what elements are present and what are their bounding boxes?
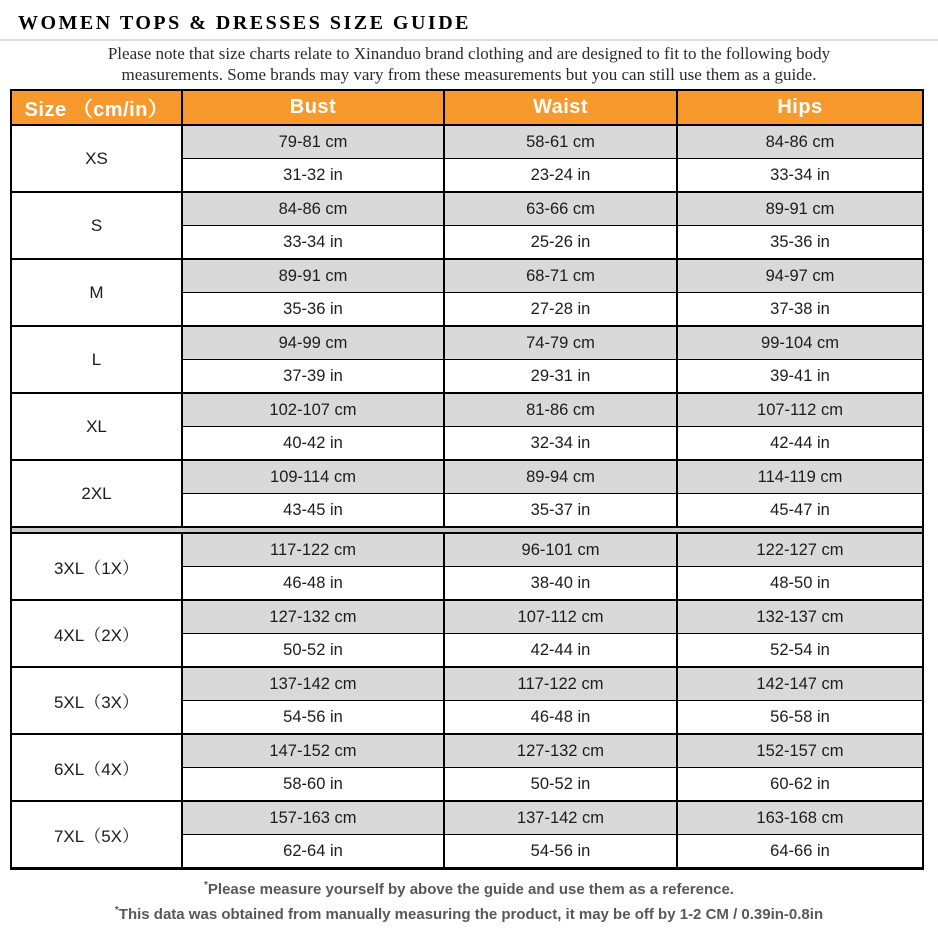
table-row bbox=[11, 460, 923, 494]
measurement-cell: 94-97 cm bbox=[677, 259, 923, 293]
measurement-cell: 38-40 in bbox=[444, 567, 677, 601]
measurement-cell: 157-163 cm bbox=[182, 801, 444, 835]
measurement-cell: 58-61 cm bbox=[444, 125, 677, 159]
size-label-cell: XL bbox=[11, 393, 182, 460]
note-text bbox=[0, 43, 938, 85]
measurement-cell: 39-41 in bbox=[677, 360, 923, 394]
measurement-cell: 54-56 in bbox=[444, 835, 677, 869]
measurement-cell: 33-34 in bbox=[182, 226, 444, 260]
table-row bbox=[11, 734, 923, 768]
measurement-cell: 52-54 in bbox=[677, 634, 923, 668]
measurement-cell: 46-48 in bbox=[444, 701, 677, 735]
measurement-cell: 29-31 in bbox=[444, 360, 677, 394]
measurement-cell: 46-48 in bbox=[182, 567, 444, 601]
title-divider bbox=[0, 39, 938, 41]
measurement-cell: 54-56 in bbox=[182, 701, 444, 735]
size-label-cell: XS bbox=[11, 125, 182, 192]
measurement-cell: 74-79 cm bbox=[444, 326, 677, 360]
measurement-cell: 50-52 in bbox=[182, 634, 444, 668]
measurement-cell: 152-157 cm bbox=[677, 734, 923, 768]
header-hips: Hips bbox=[677, 90, 923, 125]
page-title: WOMEN TOPS & DRESSES SIZE GUIDE bbox=[18, 12, 471, 34]
measurement-cell: 50-52 in bbox=[444, 768, 677, 802]
measurement-cell: 163-168 cm bbox=[677, 801, 923, 835]
measurement-cell: 102-107 cm bbox=[182, 393, 444, 427]
measurement-cell: 35-37 in bbox=[444, 494, 677, 528]
measurement-cell: 63-66 cm bbox=[444, 192, 677, 226]
measurement-cell: 60-62 in bbox=[677, 768, 923, 802]
measurement-cell: 33-34 in bbox=[677, 159, 923, 193]
measurement-cell: 56-58 in bbox=[677, 701, 923, 735]
header-waist: Waist bbox=[444, 90, 677, 125]
measurement-cell: 64-66 in bbox=[677, 835, 923, 869]
size-label-cell: M bbox=[11, 259, 182, 326]
measurement-cell: 37-39 in bbox=[182, 360, 444, 394]
table-row bbox=[11, 326, 923, 360]
size-label-cell: 6XL（4X） bbox=[11, 734, 182, 801]
measurement-cell: 79-81 cm bbox=[182, 125, 444, 159]
measurement-cell: 127-132 cm bbox=[182, 600, 444, 634]
measurement-cell: 84-86 cm bbox=[182, 192, 444, 226]
measurement-cell: 137-142 cm bbox=[182, 667, 444, 701]
measurement-cell: 35-36 in bbox=[182, 293, 444, 327]
measurement-cell: 42-44 in bbox=[444, 634, 677, 668]
footnote-data-accuracy bbox=[0, 900, 938, 925]
measurement-cell: 94-99 cm bbox=[182, 326, 444, 360]
measurement-cell: 43-45 in bbox=[182, 494, 444, 528]
measurement-cell: 109-114 cm bbox=[182, 460, 444, 494]
measurement-cell: 25-26 in bbox=[444, 226, 677, 260]
measurement-cell: 45-47 in bbox=[677, 494, 923, 528]
asterisk-mark: * bbox=[204, 880, 208, 891]
measurement-cell: 23-24 in bbox=[444, 159, 677, 193]
measurement-cell: 84-86 cm bbox=[677, 125, 923, 159]
measurement-cell: 117-122 cm bbox=[444, 667, 677, 701]
table-row bbox=[11, 533, 923, 567]
measurement-cell: 32-34 in bbox=[444, 427, 677, 461]
note-line-1: Please note that size charts relate to Xinanduo brand clothing and are designed to fit to the following body bbox=[107, 44, 831, 63]
size-label-cell: 3XL（1X） bbox=[11, 533, 182, 600]
measurement-cell: 35-36 in bbox=[677, 226, 923, 260]
size-label-cell: L bbox=[11, 326, 182, 393]
table-row bbox=[11, 600, 923, 634]
table-row bbox=[11, 125, 923, 159]
measurement-cell: 42-44 in bbox=[677, 427, 923, 461]
measurement-cell: 107-112 cm bbox=[444, 600, 677, 634]
note-line-2: measurements. Some brands may vary from these measurements but you can still use them as a guide. bbox=[121, 65, 817, 84]
size-label-cell: 4XL（2X） bbox=[11, 600, 182, 667]
asterisk-mark: * bbox=[114, 905, 119, 916]
footnote-measure-reference bbox=[0, 875, 938, 900]
measurement-cell: 117-122 cm bbox=[182, 533, 444, 567]
footnote-text: Please measure yourself by above the guide and use them as a reference. bbox=[207, 881, 734, 898]
measurement-cell: 81-86 cm bbox=[444, 393, 677, 427]
footnotes bbox=[0, 875, 938, 925]
measurement-cell: 114-119 cm bbox=[677, 460, 923, 494]
measurement-cell: 122-127 cm bbox=[677, 533, 923, 567]
table-row bbox=[11, 667, 923, 701]
size-label-cell: S bbox=[11, 192, 182, 259]
measurement-cell: 89-94 cm bbox=[444, 460, 677, 494]
measurement-cell: 132-137 cm bbox=[677, 600, 923, 634]
size-label-cell: 7XL（5X） bbox=[11, 801, 182, 869]
header-size: Size （cm/in） bbox=[11, 90, 182, 125]
table-header-row bbox=[11, 90, 923, 125]
size-label-cell: 2XL bbox=[11, 460, 182, 527]
measurement-cell: 58-60 in bbox=[182, 768, 444, 802]
measurement-cell: 37-38 in bbox=[677, 293, 923, 327]
table-row bbox=[11, 192, 923, 226]
measurement-cell: 62-64 in bbox=[182, 835, 444, 869]
header-bust: Bust bbox=[182, 90, 444, 125]
measurement-cell: 68-71 cm bbox=[444, 259, 677, 293]
measurement-cell: 40-42 in bbox=[182, 427, 444, 461]
measurement-cell: 127-132 cm bbox=[444, 734, 677, 768]
size-label-cell: 5XL（3X） bbox=[11, 667, 182, 734]
measurement-cell: 99-104 cm bbox=[677, 326, 923, 360]
table-row bbox=[11, 801, 923, 835]
table-row bbox=[11, 259, 923, 293]
measurement-cell: 137-142 cm bbox=[444, 801, 677, 835]
measurement-cell: 96-101 cm bbox=[444, 533, 677, 567]
measurement-cell: 107-112 cm bbox=[677, 393, 923, 427]
measurement-cell: 89-91 cm bbox=[677, 192, 923, 226]
size-chart-table bbox=[10, 89, 924, 870]
measurement-cell: 31-32 in bbox=[182, 159, 444, 193]
table-row bbox=[11, 393, 923, 427]
measurement-cell: 27-28 in bbox=[444, 293, 677, 327]
measurement-cell: 48-50 in bbox=[677, 567, 923, 601]
measurement-cell: 142-147 cm bbox=[677, 667, 923, 701]
measurement-cell: 147-152 cm bbox=[182, 734, 444, 768]
measurement-cell: 89-91 cm bbox=[182, 259, 444, 293]
footnote-text: This data was obtained from manually measuring the product, it may be off by 1-2 CM / 0.39in-0.8in bbox=[118, 906, 824, 923]
